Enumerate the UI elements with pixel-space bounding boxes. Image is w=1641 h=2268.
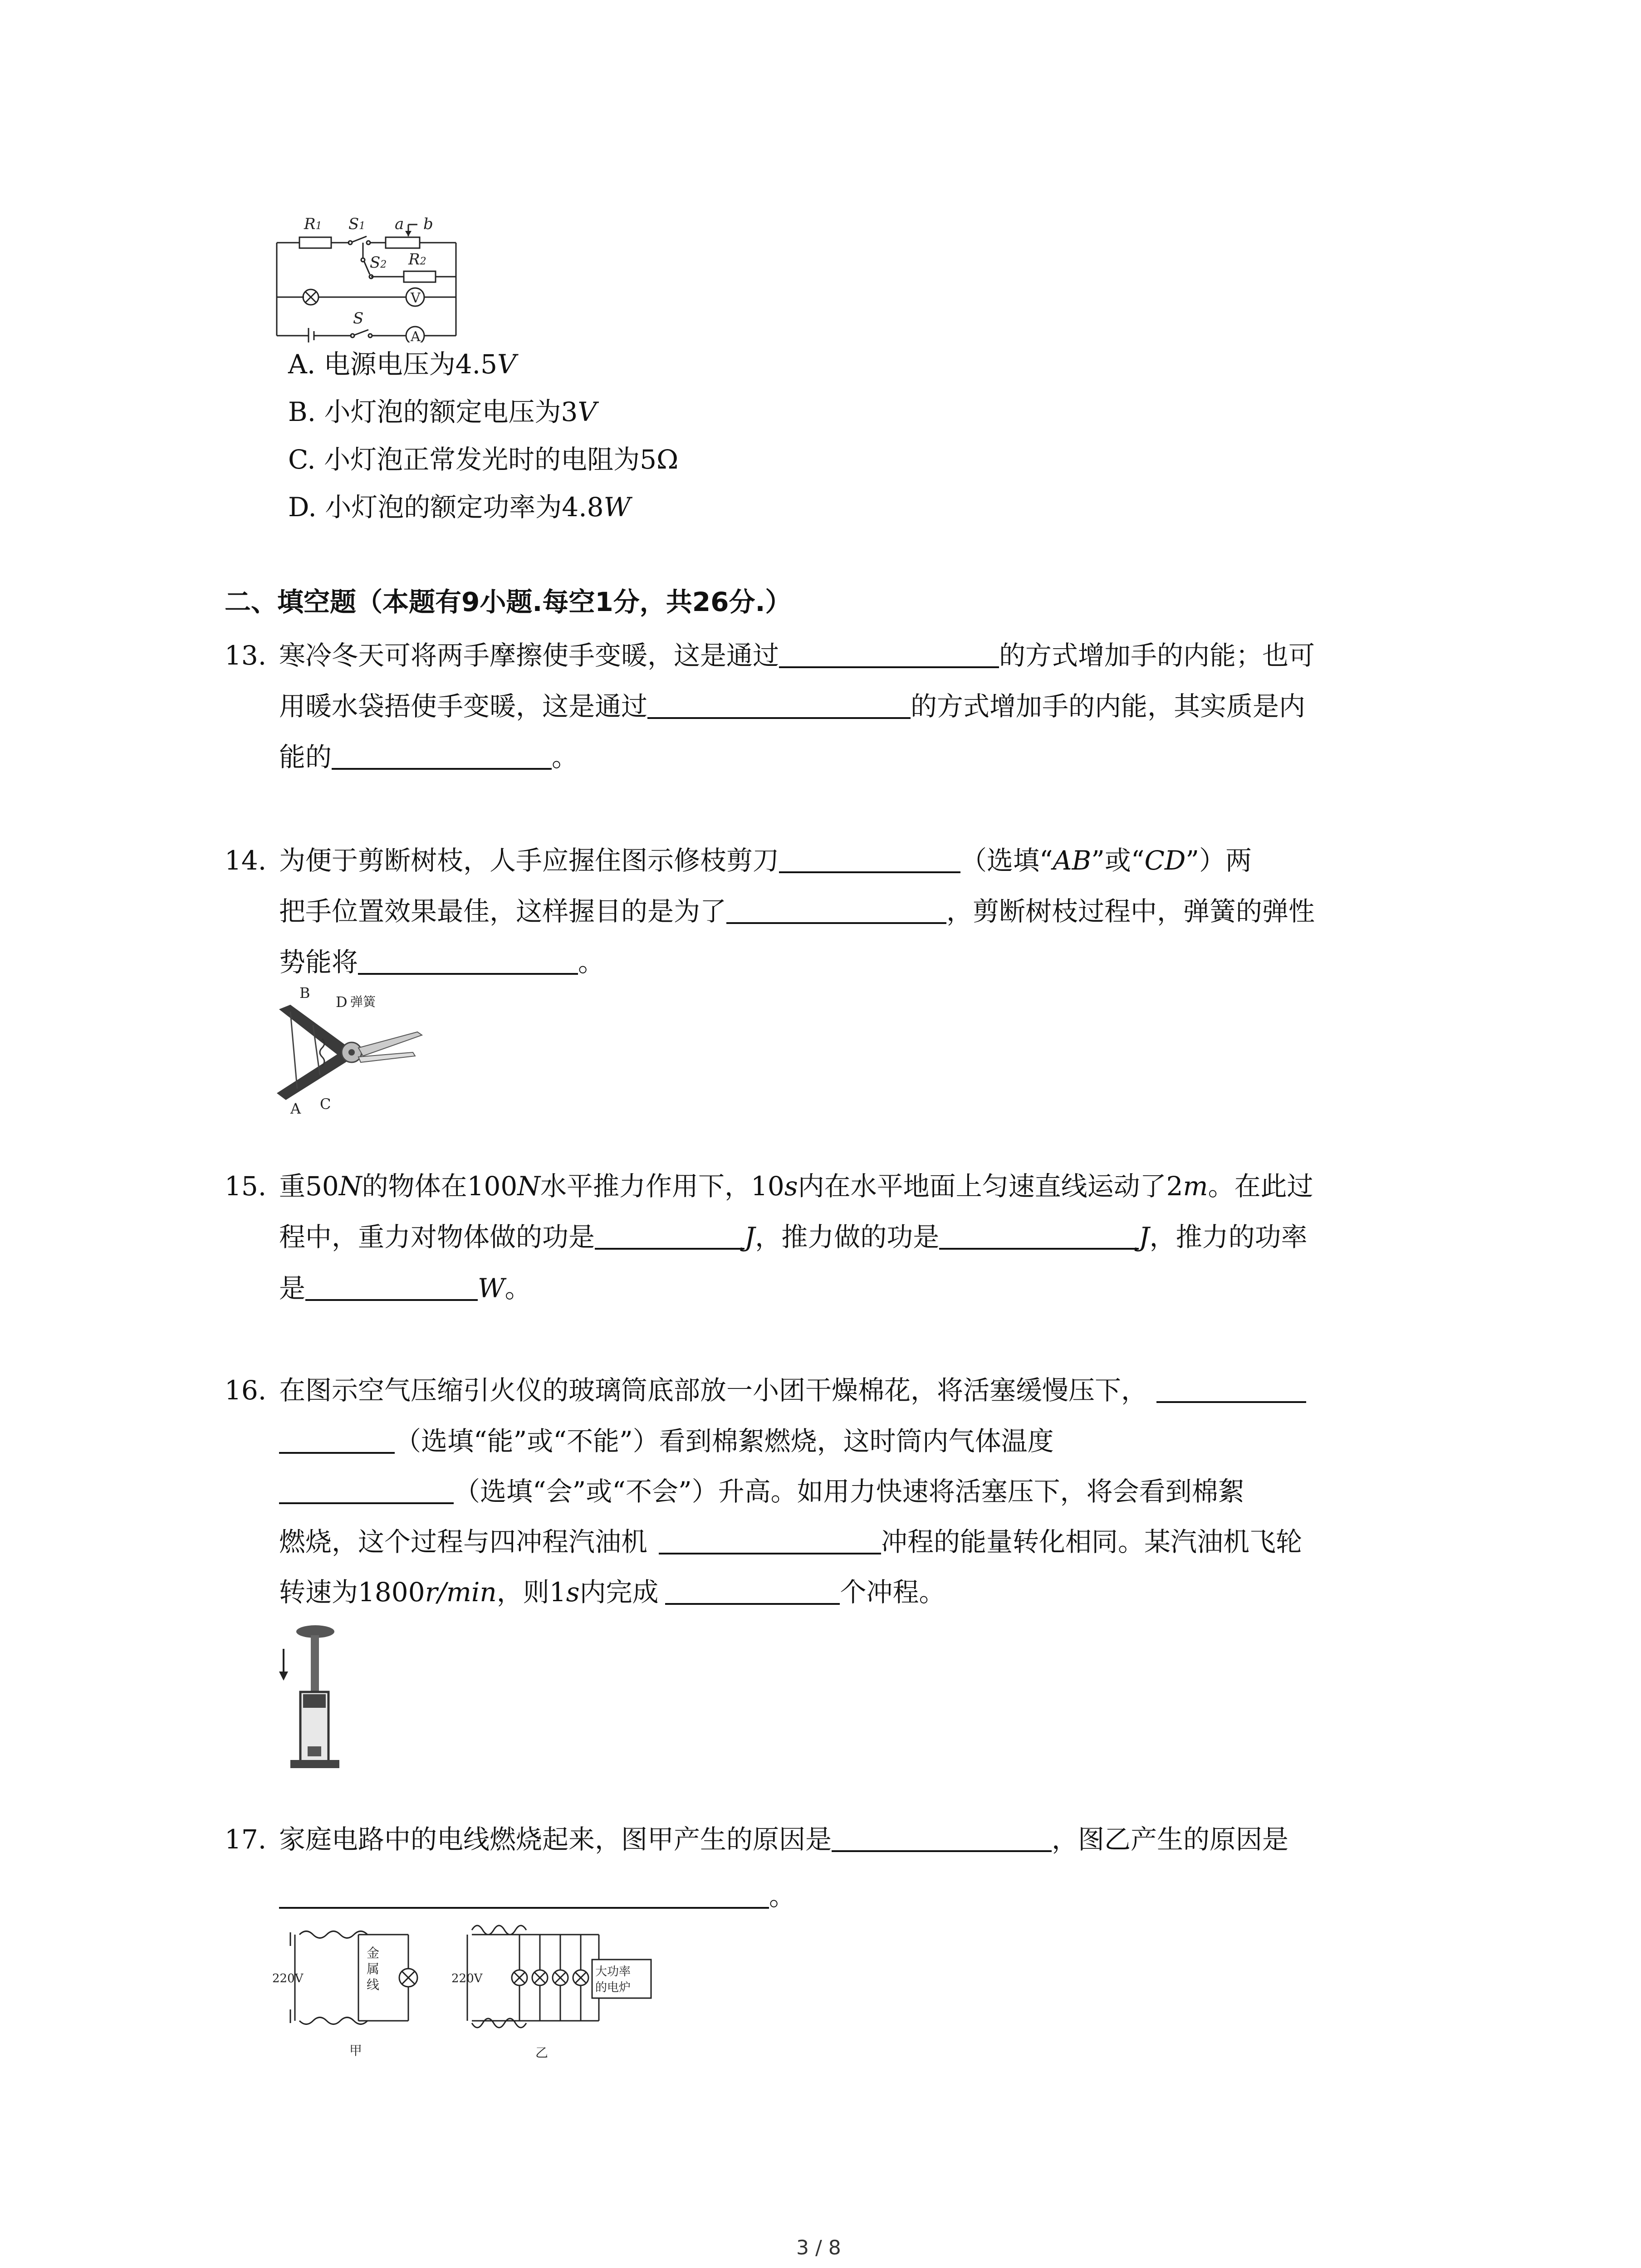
svg-text:S1: S1	[348, 215, 366, 233]
option-d: D. 小灯泡的额定功率为4.8W	[288, 492, 631, 523]
label-b: B	[299, 984, 310, 1002]
label-d: D	[336, 993, 348, 1011]
q17-number: 17.	[225, 1824, 267, 1855]
metal-wire-char-3: 线	[367, 1977, 380, 1992]
label-c: C	[320, 1095, 331, 1113]
ammeter-label: A	[411, 329, 421, 342]
air-compression-igniter-figure	[272, 1622, 354, 1771]
label-a: A	[290, 1100, 301, 1116]
q13-line1: 寒冷冬天可将两手摩擦使手变暖，这是通过 的方式增加手的内能；也可	[279, 640, 1315, 671]
metal-wire-char-2: 属	[367, 1961, 380, 1976]
option-c: C. 小灯泡正常发光时的电阻为5Ω	[288, 444, 679, 475]
q14-line2: 把手位置效果最佳，这样握目的是为了 ，剪断树枝过程中，弹簧的弹性	[279, 896, 1315, 927]
q14-line3: 势能将 。	[279, 947, 605, 978]
option-a: A. 电源电压为4.5V	[288, 349, 516, 380]
svg-text:S2: S2	[370, 254, 387, 272]
q17-line1: 家庭电路中的电线燃烧起来，图甲产生的原因是 ，图乙产生的原因是	[279, 1824, 1289, 1855]
q15-line2: 程中，重力对物体做的功是 J，推力做的功是 J，推力的功率	[279, 1222, 1308, 1252]
figure-jia-label: 甲	[349, 2043, 362, 2058]
a-label: a	[395, 215, 404, 233]
q16-number: 16.	[225, 1375, 267, 1406]
q16-line2: （选填“能”或“不能”）看到棉絮燃烧，这时筒内气体温度	[279, 1425, 1054, 1457]
q16-line3: （选填“会”或“不会”）升高。如用力快速将活塞压下，将会看到棉絮	[279, 1476, 1244, 1507]
b-label: b	[423, 215, 433, 233]
q13-line2: 用暖水袋捂使手变暖，这是通过 的方式增加手的内能，其实质是内	[279, 691, 1306, 722]
metal-wire-char-1: 金	[367, 1945, 380, 1960]
svg-text:R2: R2	[408, 250, 426, 269]
household-circuit-figure	[272, 1916, 671, 2066]
circuit-diagram	[272, 206, 463, 342]
label-spring: 弹簧	[350, 994, 376, 1009]
page-number: 3 / 8	[796, 2236, 841, 2259]
svg-text:R1: R1	[304, 215, 322, 233]
q13-line3: 能的 。	[279, 742, 578, 772]
q15-line1: 重50N的物体在100N水平推力作用下，10s内在水平地面上匀速直线运动了2m。在此过	[279, 1171, 1313, 1202]
pruning-shears-figure	[272, 984, 454, 1116]
q16-line1: 在图示空气压缩引火仪的玻璃筒底部放一小团干燥棉花，将活塞缓慢压下，	[279, 1374, 1306, 1406]
q15-line3: 是 W。	[279, 1273, 531, 1304]
q17-line2: 。	[279, 1880, 795, 1912]
q14-line1: 为便于剪断树枝，人手应握住图示修枝剪刀 （选填“AB”或“CD”）两	[279, 845, 1252, 876]
stove-label-line1: 大功率	[595, 1965, 631, 1979]
voltage-label-yi: 220V	[451, 1972, 483, 1985]
s-label: S	[353, 309, 364, 327]
stove-label-line2: 的电炉	[595, 1981, 631, 1994]
q16-line5: 转速为1800r/min，则1s内完成 个冲程。	[279, 1577, 945, 1608]
voltmeter-label: V	[411, 290, 421, 306]
section-heading: 二、填空题（本题有9小题.每空1分，共26分.）	[225, 587, 792, 617]
r2-label: R	[408, 250, 420, 269]
s2-label: S	[370, 254, 381, 272]
q13-number: 13.	[225, 640, 267, 671]
figure-yi-label: 乙	[535, 2045, 549, 2060]
q15-number: 15.	[225, 1171, 267, 1202]
voltage-label-jia: 220V	[272, 1972, 304, 1985]
q16-line4: 燃烧，这个过程与四冲程汽油机 冲程的能量转化相同。某汽油机飞轮	[279, 1526, 1303, 1557]
s1-label: S	[348, 215, 359, 233]
q14-number: 14.	[225, 845, 267, 876]
option-b: B. 小灯泡的额定电压为3V	[288, 396, 597, 427]
r1-label: R	[304, 215, 316, 233]
